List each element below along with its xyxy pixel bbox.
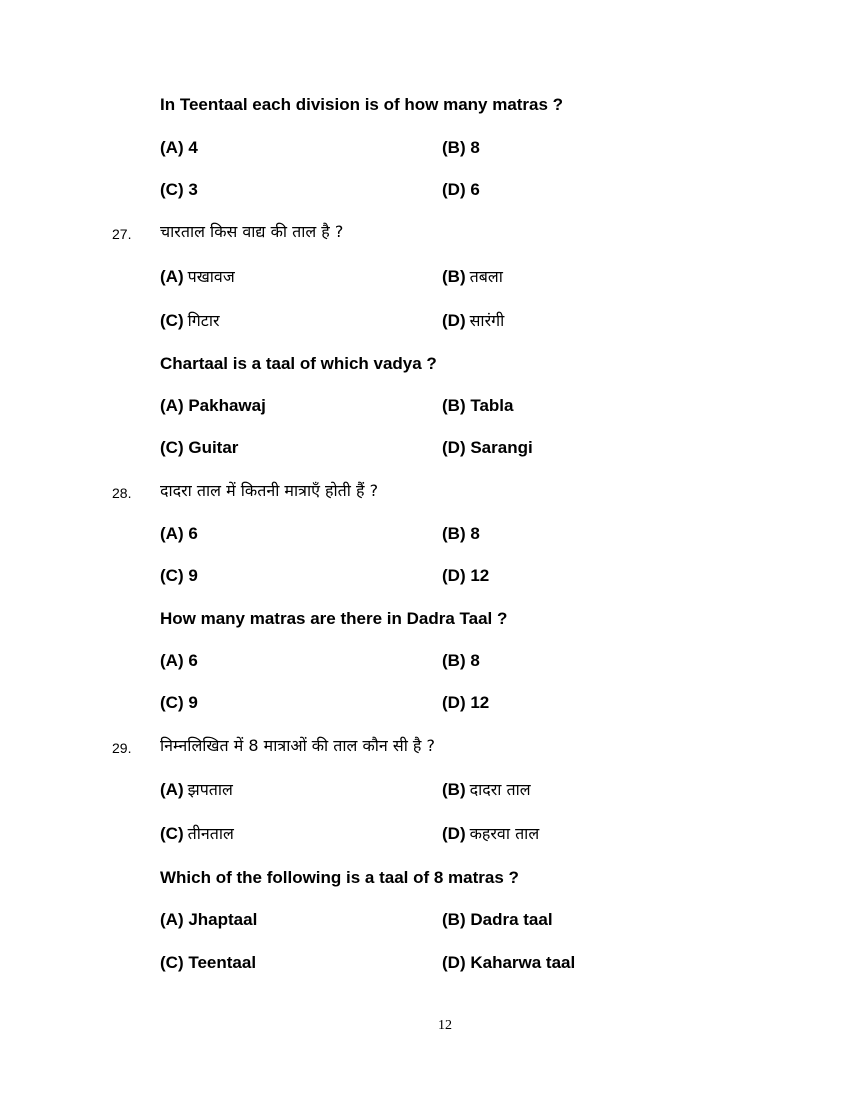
option-label: (B) bbox=[442, 524, 466, 543]
option-text: 8 bbox=[470, 138, 480, 157]
question-number-27: 27. bbox=[112, 226, 132, 242]
option-label: (D) bbox=[442, 311, 466, 330]
q29-option-b bbox=[442, 909, 553, 931]
option-label: (B) bbox=[442, 267, 466, 286]
q27-option-b bbox=[442, 395, 513, 417]
option-label: (D) bbox=[442, 953, 466, 972]
q27-option-c bbox=[160, 437, 238, 459]
option-label: (B) bbox=[442, 910, 466, 929]
option-label: (D) bbox=[442, 180, 466, 199]
option-label: (A) bbox=[160, 138, 184, 157]
option-text: 6 bbox=[188, 651, 198, 670]
option-label: (C) bbox=[160, 824, 184, 843]
option-text: झपताल bbox=[187, 780, 233, 799]
q29-hindi-option-b bbox=[442, 779, 531, 801]
option-text: गिटार bbox=[187, 311, 220, 330]
option-text: 9 bbox=[188, 566, 198, 585]
option-text: Jhaptaal bbox=[188, 910, 258, 929]
option-text: तीनताल bbox=[187, 824, 234, 843]
option-text: 12 bbox=[470, 566, 490, 585]
option-label: (D) bbox=[442, 438, 466, 457]
option-text: 4 bbox=[188, 138, 198, 157]
option-label: (C) bbox=[160, 311, 184, 330]
option-text: 6 bbox=[470, 180, 480, 199]
option-label: (B) bbox=[442, 780, 466, 799]
question-28-english: How many matras are there in Dadra Taal ? bbox=[160, 609, 508, 628]
option-text: Tabla bbox=[470, 396, 514, 415]
q29-option-a bbox=[160, 909, 257, 931]
option-text: सारंगी bbox=[469, 311, 505, 330]
option-label: (A) bbox=[160, 910, 184, 929]
q27-hindi-option-a bbox=[160, 266, 235, 288]
q28-hindi-option-a bbox=[160, 523, 198, 545]
q27-hindi-option-d bbox=[442, 310, 504, 332]
option-label: (A) bbox=[160, 524, 184, 543]
q27-hindi-option-c bbox=[160, 310, 220, 332]
q29-hindi-option-a bbox=[160, 779, 233, 801]
option-label: (B) bbox=[442, 138, 466, 157]
option-text: Pakhawaj bbox=[188, 396, 266, 415]
option-text: 8 bbox=[470, 651, 480, 670]
option-text: Kaharwa taal bbox=[470, 953, 576, 972]
q26-option-d bbox=[442, 179, 480, 201]
option-text: 12 bbox=[470, 693, 490, 712]
q29-option-c bbox=[160, 952, 256, 974]
option-label: (A) bbox=[160, 396, 184, 415]
q29-hindi-option-d bbox=[442, 823, 539, 845]
q29-hindi-option-c bbox=[160, 823, 234, 845]
q28-hindi-option-c bbox=[160, 565, 198, 587]
option-label: (C) bbox=[160, 438, 184, 457]
question-29-english: Which of the following is a taal of 8 matras ? bbox=[160, 868, 519, 887]
question-28-hindi: दादरा ताल में कितनी मात्राएँ होती हैं ? bbox=[160, 481, 379, 500]
option-text: 8 bbox=[470, 524, 480, 543]
question-number-29: 29. bbox=[112, 740, 132, 756]
q26-option-a bbox=[160, 137, 198, 159]
question-number-28: 28. bbox=[112, 485, 132, 501]
option-label: (B) bbox=[442, 396, 466, 415]
option-label: (C) bbox=[160, 693, 184, 712]
option-text: तबला bbox=[469, 267, 503, 286]
q28-hindi-option-b bbox=[442, 523, 480, 545]
option-label: (A) bbox=[160, 651, 184, 670]
q27-hindi-option-b bbox=[442, 266, 503, 288]
option-text: 3 bbox=[188, 180, 198, 199]
q26-option-b bbox=[442, 137, 480, 159]
option-text: Teentaal bbox=[188, 953, 257, 972]
option-label: (C) bbox=[160, 566, 184, 585]
q27-option-d bbox=[442, 437, 533, 459]
option-label: (B) bbox=[442, 651, 466, 670]
option-label: (D) bbox=[442, 693, 466, 712]
option-label: (A) bbox=[160, 780, 184, 799]
option-label: (D) bbox=[442, 566, 466, 585]
question-26-english: In Teentaal each division is of how many matras ? bbox=[160, 95, 564, 114]
option-label: (C) bbox=[160, 180, 184, 199]
option-label: (C) bbox=[160, 953, 184, 972]
option-text: पखावज bbox=[187, 267, 235, 286]
q28-hindi-option-d bbox=[442, 565, 489, 587]
q29-option-d bbox=[442, 952, 575, 974]
q27-option-a bbox=[160, 395, 266, 417]
question-27-hindi: चारताल किस वाद्य की ताल है ? bbox=[160, 222, 344, 241]
option-text: Sarangi bbox=[470, 438, 533, 457]
option-text: Guitar bbox=[188, 438, 239, 457]
option-text: कहरवा ताल bbox=[469, 824, 540, 843]
option-text: 6 bbox=[188, 524, 198, 543]
option-label: (D) bbox=[442, 824, 466, 843]
option-text: दादरा ताल bbox=[469, 780, 531, 799]
option-text: 9 bbox=[188, 693, 198, 712]
option-label: (A) bbox=[160, 267, 184, 286]
q28-option-c bbox=[160, 692, 198, 714]
q28-option-d bbox=[442, 692, 489, 714]
q28-option-a bbox=[160, 650, 198, 672]
q28-option-b bbox=[442, 650, 480, 672]
page-number: 12 bbox=[438, 1018, 452, 1033]
question-29-hindi: निम्नलिखित में 8 मात्राओं की ताल कौन सी है ? bbox=[160, 736, 436, 755]
q26-option-c bbox=[160, 179, 198, 201]
question-27-english: Chartaal is a taal of which vadya ? bbox=[160, 354, 437, 373]
option-text: Dadra taal bbox=[470, 910, 553, 929]
